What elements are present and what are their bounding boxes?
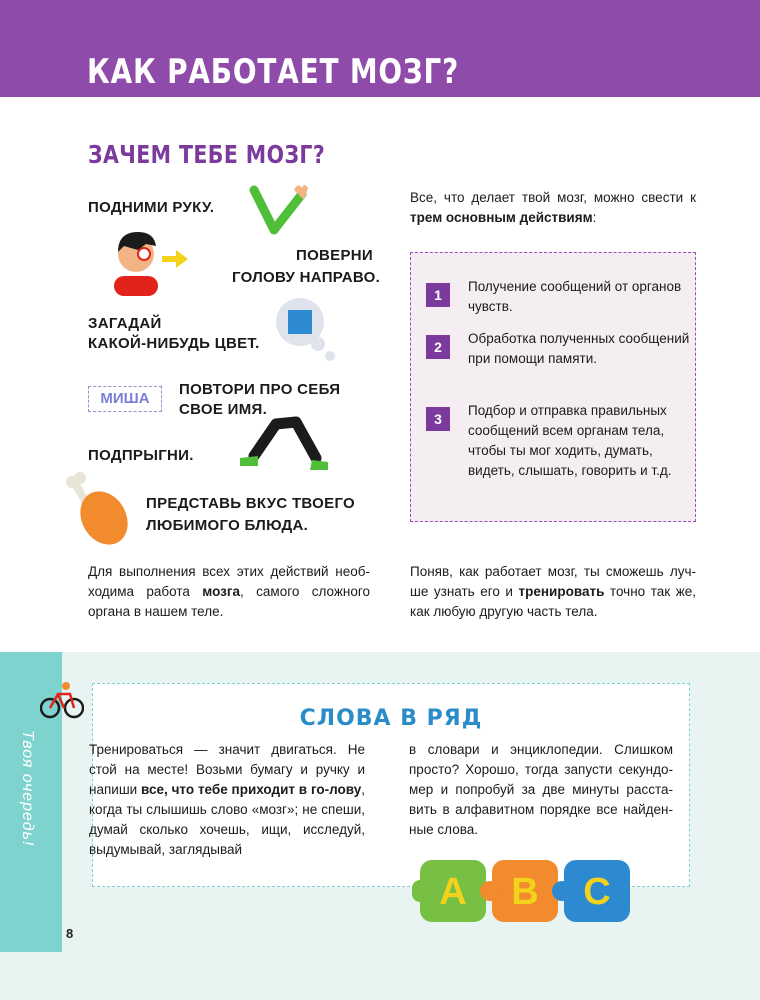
- bicycle-icon: [40, 680, 84, 720]
- step-number: 1: [426, 283, 450, 307]
- step-number: 2: [426, 335, 450, 359]
- puzzle-letter-a: A: [439, 871, 467, 913]
- name-tag: МИША: [88, 386, 162, 412]
- right-intro: Все, что делает твой мозг, можно свести к трем основным действиям:: [410, 190, 696, 225]
- activity-taste-line2: ЛЮБИМОГО БЛЮДА.: [146, 517, 309, 534]
- activity-turn-head-line2: ГОЛОВУ НАПРАВО.: [232, 269, 381, 286]
- boy-head-icon: [104, 228, 194, 296]
- raised-hand-icon: [248, 180, 310, 236]
- puzzle-letter-b: B: [511, 871, 539, 913]
- page-title: КАК РАБОТАЕТ МОЗГ?: [87, 52, 460, 92]
- game-title: СЛОВА В РЯД: [299, 706, 483, 731]
- left-paragraph: Для выполнения всех этих действий необ-ходима работа мозга, самого сложного органа в нашем теле.: [88, 564, 370, 619]
- thought-bubble-icon: [270, 298, 342, 364]
- activity-raise-hand: ПОДНИМИ РУКУ.: [88, 199, 215, 216]
- sidebar-label: Твоя очередь!: [19, 730, 36, 847]
- game-column-1: Тренироваться — значит двигаться. Не стой на месте! Возьми бумагу и ручку и напиши все, что тебе приходит в го-лову, когда ты слышишь слово «мозг»; не спеши, думай сколько хочешь, ищи, исследуй, выдумывай, заглядывай: [89, 742, 366, 857]
- activity-think-color-line2: КАКОЙ-НИБУДЬ ЦВЕТ.: [88, 335, 260, 352]
- jumping-legs-icon: [236, 416, 330, 472]
- steps-box: [410, 252, 696, 522]
- activity-taste-line1: ПРЕДСТАВЬ ВКУС ТВОЕГО: [146, 495, 356, 512]
- step-text: Получение сообщений от органов чувств.: [468, 279, 682, 314]
- abc-puzzle-icon: [412, 856, 636, 926]
- section-title: ЗАЧЕМ ТЕБЕ МОЗГ?: [88, 140, 326, 169]
- game-column-2: в словари и энциклопедии. Слишком просто? Хорошо, тогда запусти секундо-мер и попробуй за две минуты расста-вить в алфавитном порядке все найден-ные слова.: [409, 742, 673, 837]
- activity-repeat-name-line1: ПОВТОРИ ПРО СЕБЯ: [179, 381, 341, 398]
- right-paragraph: Поняв, как работает мозг, ты сможешь луч-ше узнать его и тренировать точно так же, как любую другую часть тела.: [410, 564, 696, 619]
- activity-turn-head-line1: ПОВЕРНИ: [296, 247, 374, 264]
- page-number: 8: [66, 926, 74, 941]
- chicken-leg-icon: [64, 472, 134, 548]
- activity-jump: ПОДПРЫГНИ.: [88, 447, 194, 464]
- puzzle-letter-c: C: [583, 871, 611, 913]
- step-text: Подбор и отправка правильных сообщений всем органам тела, чтобы ты мог ходить, думать, видеть, слышать, говорить и т.д.: [468, 403, 672, 478]
- page-header: [0, 0, 760, 97]
- step-text: Обработка полученных сообщений при помощи памяти.: [468, 331, 690, 366]
- activity-think-color-line1: ЗАГАДАЙ: [88, 315, 162, 332]
- activity-repeat-name-line2: СВОЕ ИМЯ.: [179, 401, 268, 418]
- step-number: 3: [426, 407, 450, 431]
